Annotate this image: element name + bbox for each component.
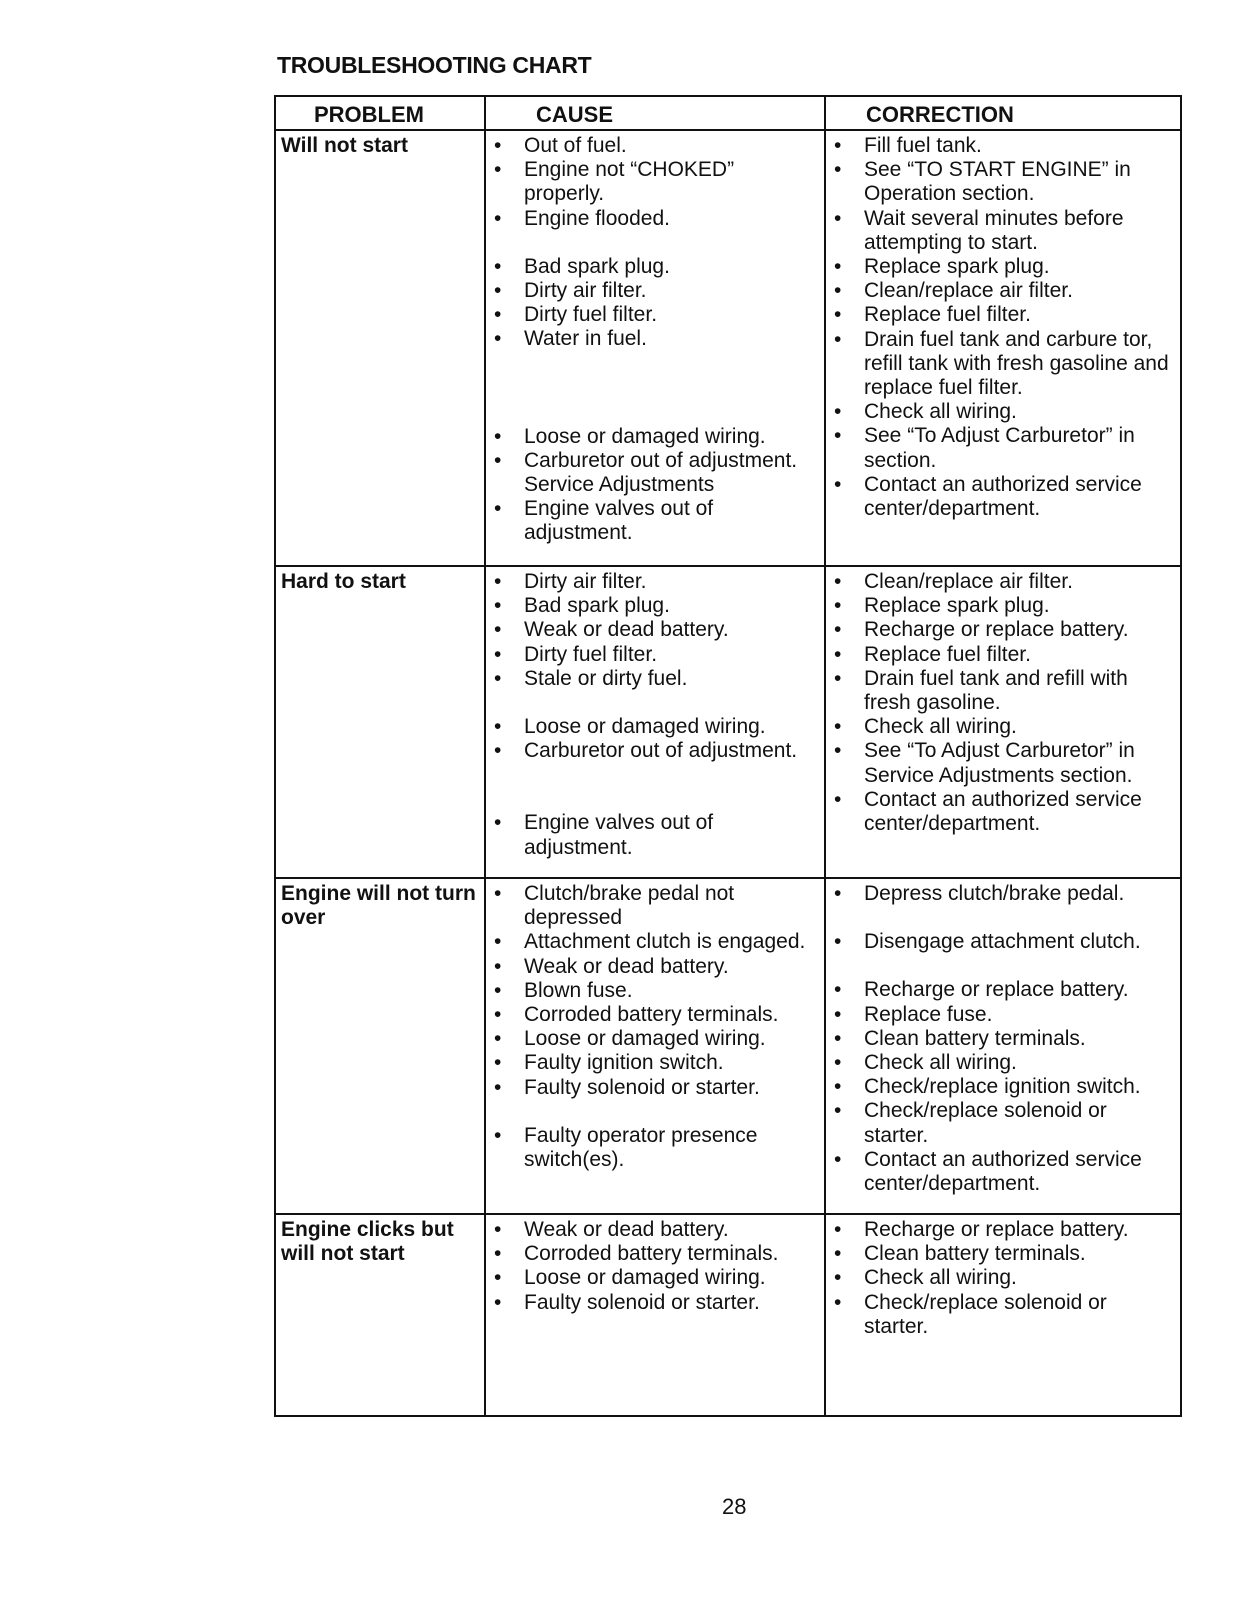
list-item: • Faulty solenoid or starter. <box>494 1290 760 1314</box>
list-item: • Contact an authorized service center/department. <box>834 787 1142 836</box>
table-row <box>276 131 1180 567</box>
list-item: • Loose or damaged wiring. <box>494 1027 766 1051</box>
list-item: • Clean battery terminals. <box>834 1242 1086 1266</box>
list-item: • See “To Adjust Carburetor” in Service Adjustments section. <box>834 739 1135 787</box>
troubleshooting-table <box>274 95 1182 1417</box>
list-item: • Clean/replace air filter. <box>834 570 1073 593</box>
list-item: • Faulty ignition switch. <box>494 1051 724 1075</box>
list-item: • Engine not “CHOKED” properly. <box>494 158 735 206</box>
cause-cell <box>486 131 826 565</box>
header-correction: CORRECTION <box>866 102 1014 127</box>
chart-title: TROUBLESHOOTING CHART <box>277 52 592 78</box>
list-item: • Replace spark plug. <box>834 255 1050 279</box>
list-item: • Replace fuse. <box>834 1002 993 1026</box>
table-row <box>276 567 1180 879</box>
cause-cell <box>486 879 826 1213</box>
list-item: • Faulty solenoid or starter. <box>494 1075 760 1099</box>
list-item: • Corroded battery terminals. <box>494 1242 779 1266</box>
list-item: • Faulty operator presence switch(es). <box>494 1123 758 1172</box>
list-item: • Check/replace solenoid or starter. <box>834 1099 1107 1147</box>
cause-cell <box>486 567 826 877</box>
list-item: • Dirty air filter. <box>494 279 647 303</box>
list-item: • Clutch/brake pedal not depressed <box>494 882 735 930</box>
correction-cell <box>826 131 1180 565</box>
correction-cell <box>826 1215 1180 1415</box>
list-item: • Bad spark plug. <box>494 254 670 278</box>
list-item: • Fill fuel tank. <box>834 134 982 157</box>
list-item: • Loose or damaged wiring. <box>494 1266 766 1290</box>
list-item: • Check all wiring. <box>834 1051 1017 1075</box>
list-item: • Replace spark plug. <box>834 594 1050 618</box>
list-item: • Engine valves out of adjustment. <box>494 811 714 859</box>
list-item: • Engine valves out of adjustment. <box>494 497 714 545</box>
list-item: • Clean/replace air filter. <box>834 279 1073 303</box>
cause-cell <box>486 1215 826 1415</box>
list-item: • Check/replace ignition switch. <box>834 1075 1141 1099</box>
list-item: • Carburetor out of adjustment. Service Adjustments <box>494 448 798 497</box>
list-item: • Weak or dead battery. <box>494 618 729 642</box>
list-item: • Recharge or replace battery. <box>834 1218 1129 1241</box>
list-item: • See “TO START ENGINE” in Operation section. <box>834 158 1131 206</box>
list-item: • See “To Adjust Carburetor” in section. <box>834 424 1135 472</box>
problem-cell: Engine clicks but will not start <box>276 1215 486 1415</box>
list-item: • Stale or dirty fuel. <box>494 666 688 690</box>
list-item: • Contact an authorized service center/department. <box>834 1147 1142 1196</box>
list-item: • Loose or damaged wiring. <box>494 424 766 448</box>
list-item: • Blown fuse. <box>494 978 633 1002</box>
table-header <box>276 97 1180 131</box>
problem-cell: Hard to start <box>276 567 486 877</box>
list-item: • Carburetor out of adjustment. <box>494 739 798 763</box>
list-item: • Contact an authorized service center/department. <box>834 472 1142 521</box>
list-item: • Bad spark plug. <box>494 594 670 618</box>
problem-cell: Engine will not turn over <box>276 879 486 1213</box>
table-row <box>276 879 1180 1215</box>
list-item: • Weak or dead battery. <box>494 954 729 978</box>
list-item: • Out of fuel. <box>494 134 627 157</box>
table-row <box>276 1215 1180 1415</box>
list-item: • Check all wiring. <box>834 400 1017 424</box>
list-item: • Disengage attachment clutch. <box>834 930 1141 954</box>
correction-cell <box>826 879 1180 1213</box>
list-item: • Check all wiring. <box>834 715 1017 739</box>
list-item: • Depress clutch/brake pedal. <box>834 882 1125 905</box>
list-item: • Check all wiring. <box>834 1266 1017 1290</box>
list-item: • Dirty air filter. <box>494 570 647 593</box>
list-item: • Replace fuel filter. <box>834 642 1031 666</box>
list-item: • Attachment clutch is engaged. <box>494 930 806 954</box>
list-item: • Check/replace solenoid or starter. <box>834 1290 1107 1338</box>
header-problem: PROBLEM <box>276 97 486 129</box>
list-item: • Water in fuel. <box>494 327 647 351</box>
list-item: • Loose or damaged wiring. <box>494 715 766 739</box>
list-item: • Corroded battery terminals. <box>494 1003 779 1027</box>
list-item: • Dirty fuel filter. <box>494 642 658 666</box>
list-item: • Drain fuel tank and refill with fresh gasoline. <box>834 666 1128 715</box>
correction-cell <box>826 567 1180 877</box>
list-item: • Dirty fuel filter. <box>494 303 658 327</box>
list-item: • Clean battery terminals. <box>834 1026 1086 1050</box>
list-item: • Recharge or replace battery. <box>834 618 1129 642</box>
list-item: • Recharge or replace battery. <box>834 978 1129 1002</box>
list-item: • Wait several minutes before attempting to start. <box>834 206 1124 254</box>
list-item: • Drain fuel tank and carbure tor, refill tank with fresh gasoline and replace fuel filter. <box>834 327 1169 400</box>
page-number: 28 <box>722 1494 747 1519</box>
list-item: • Replace fuel filter. <box>834 303 1031 327</box>
list-item: • Weak or dead battery. <box>494 1218 729 1241</box>
problem-cell: Will not start <box>276 131 486 565</box>
list-item: • Engine flooded. <box>494 206 670 230</box>
header-cause: CAUSE <box>486 97 826 129</box>
